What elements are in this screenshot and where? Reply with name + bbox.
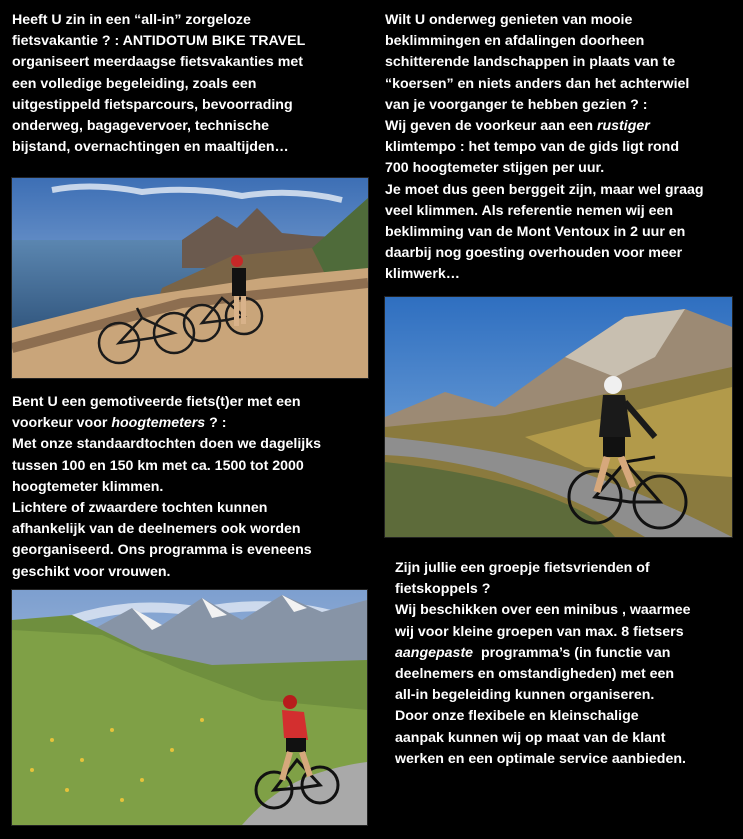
motivated-line: georganiseerd. Ons programma is eveneens [12, 542, 312, 559]
climbing-line: “koersen” en niets anders dan het achterwiel [385, 75, 690, 92]
motivated-text-block [12, 392, 321, 583]
coastal-scene-image [12, 178, 368, 378]
climbing-text-block [385, 10, 704, 285]
alpine-meadow-photo [11, 589, 368, 826]
intro-line: bijstand, overnachtingen en maaltijden… [12, 139, 289, 156]
group-line-text: programma’s (in functie van [473, 644, 671, 661]
motivated-line: hoogtemeter klimmen. [12, 478, 164, 495]
mountain-pass-photo [384, 296, 733, 538]
group-line: aanpak kunnen wij op maat van de klant [395, 729, 666, 746]
intro-line: Heeft U zin in een “all-in” zorgeloze [12, 12, 251, 28]
group-line: all-in begeleiding kunnen organiseren. [395, 687, 655, 704]
motivated-line: Bent U een gemotiveerde fiets(t)er met een [12, 394, 301, 410]
intro-line: fietsvakantie ? : ANTIDOTUM BIKE TRAVEL [12, 33, 306, 50]
mountain-scene-image [385, 297, 732, 537]
climbing-line: klimwerk… [385, 266, 460, 283]
climbing-line: beklimmingen en afdalingen doorheen [385, 33, 645, 50]
climbing-line: schitterende landschappen in plaats van te [385, 54, 676, 71]
alpine-scene-image [12, 590, 367, 825]
intro-line: uitgestippeld fietsparcours, bevoorrading [12, 96, 293, 113]
climbing-line-text: Wij geven de voorkeur aan een [385, 117, 597, 134]
climbing-line: daarbij nog goesting overhouden voor meer [385, 245, 683, 262]
group-emphasis: aangepaste [395, 644, 474, 661]
climbing-line: 700 hoogtemeter stijgen per uur. [385, 160, 605, 177]
group-line: Wij beschikken over een minibus , waarmee [395, 602, 691, 619]
climbing-line: van je voorganger te hebben gezien ? : [385, 96, 648, 113]
group-line: fietskoppels ? [395, 581, 491, 598]
climbing-line: veel klimmen. Als referentie nemen wij een [385, 202, 674, 219]
motivated-line [12, 413, 321, 434]
motivated-line: Met onze standaardtochten doen we dagelijks [12, 436, 322, 453]
group-line: wij voor kleine groepen van max. 8 fietsers [395, 623, 684, 640]
climbing-line: Wilt U onderweg genieten van mooie [385, 12, 633, 28]
intro-text-block [12, 10, 305, 158]
motivated-line-text: voorkeur voor [12, 415, 112, 432]
group-text-block [395, 558, 691, 770]
motivated-line: tussen 100 en 150 km met ca. 1500 tot 2000 [12, 457, 304, 474]
group-line: deelnemers en omstandigheden) met een [395, 665, 675, 682]
climbing-line: Je moet dus geen berggeit zijn, maar wel graag [385, 181, 704, 198]
climbing-line [385, 116, 704, 137]
group-line: werken en een optimale service aanbieden. [395, 750, 686, 767]
group-line: Door onze flexibele en kleinschalige [395, 708, 639, 725]
group-line: Zijn jullie een groepje fietsvrienden of [395, 560, 650, 576]
intro-line: organiseert meerdaagse fietsvakanties met [12, 54, 303, 71]
motivated-line: Lichtere of zwaardere tochten kunnen [12, 499, 268, 516]
motivated-line: afhankelijk van de deelnemers ook worden [12, 521, 301, 538]
climbing-line: beklimming van de Mont Ventoux in 2 uur en [385, 223, 686, 240]
climbing-emphasis: rustiger [596, 117, 650, 134]
coastal-cyclist-photo [11, 177, 369, 379]
group-line [395, 643, 691, 664]
motivated-emphasis: hoogtemeters [111, 415, 206, 432]
intro-line: een volledige begeleiding, zoals een [12, 75, 257, 92]
intro-line: onderweg, bagagevervoer, technische [12, 117, 270, 134]
motivated-line-text: ? : [205, 415, 227, 432]
motivated-line: geschikt voor vrouwen. [12, 563, 171, 580]
climbing-line: klimtempo : het tempo van de gids ligt rond [385, 139, 680, 156]
